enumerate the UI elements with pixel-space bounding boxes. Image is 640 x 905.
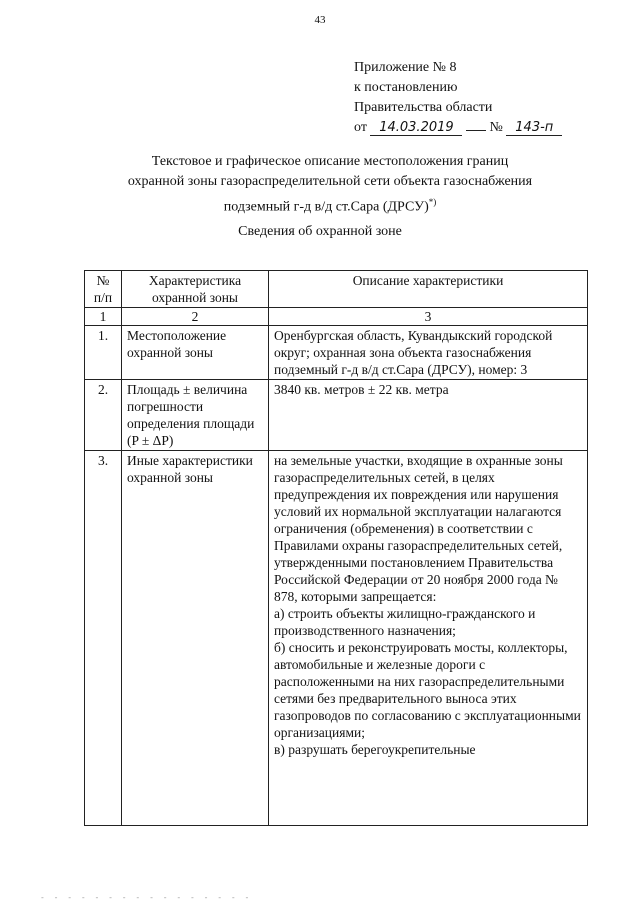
header-description: Описание характеристики	[269, 271, 588, 308]
appendix-block	[354, 58, 562, 138]
restrictions-intro: на земельные участки, входящие в охранные зоны газораспределительных сетей, в целях предупреждения их повреждения или нарушения условий их нормальной эксплуатации налагаются ограничения (обременения) в соответствии с Правилами охраны газораспределительных сетей, утвержденными постановлением Правительства Российской Федерации от 20 ноября 2000 года № 878, которыми запрещается:	[274, 453, 563, 604]
column-number-row	[85, 308, 588, 326]
footnote-mark: *)	[428, 197, 437, 207]
restrictions-text	[274, 452, 582, 824]
row-number: 2.	[85, 380, 122, 451]
appendix-date-line	[354, 118, 562, 138]
row-characteristic: Местоположение охранной зоны	[122, 326, 269, 380]
row-number: 3.	[85, 451, 122, 826]
row-description: Оренбургская область, Кувандыкский городской округ; охранная зона объекта газоснабжения подземный г-д в/д ст.Сара (ДРСУ), номер: 3	[269, 326, 588, 380]
row-description	[269, 451, 588, 826]
handwritten-date: 14.03.2019	[370, 118, 462, 138]
table-row	[85, 380, 588, 451]
title-line-3-text: подземный г-д в/д ст.Сара (ДРСУ)	[223, 199, 429, 215]
header-characteristic: Характеристика охранной зоны	[122, 271, 269, 308]
title-line-2: охранной зоны газораспределительной сети объекта газоснабжения	[127, 174, 533, 189]
header-number: № п/п	[85, 271, 122, 308]
handwritten-number: 143-п	[506, 118, 562, 138]
restriction-item-b: б) сносить и реконструировать мосты, коллекторы, автомобильные и железные дороги с расположенными на них газораспределительными сетями без предварительного выноса этих газопроводов по согласованию с эксплуатационными организациями;	[274, 640, 581, 740]
column-number: 1	[85, 308, 122, 326]
title-line-1: Текстовое и графическое описание местоположения границ	[151, 154, 509, 169]
section-title: Сведения об охранной зоне	[238, 224, 402, 239]
appendix-line-decree: к постановлению	[354, 80, 458, 95]
appendix-line-government: Правительства области	[354, 100, 493, 115]
row-characteristic: Иные характеристики охранной зоны	[122, 451, 269, 826]
row-description: 3840 кв. метров ± 22 кв. метра	[269, 380, 588, 451]
document-title	[60, 152, 600, 218]
title-line-3	[60, 192, 600, 218]
row-number: 1.	[85, 326, 122, 380]
from-prefix: от	[354, 120, 367, 135]
table-row	[85, 326, 588, 380]
column-number: 2	[122, 308, 269, 326]
table-header-row	[85, 271, 588, 308]
restriction-item-c: в) разрушать берегоукрепительные	[274, 742, 476, 757]
page-number: 43	[314, 14, 326, 26]
scan-edge-marks: - - - - - - - - - - - - - - - -	[40, 893, 252, 902]
table-row	[85, 451, 588, 826]
row-characteristic: Площадь ± величина погрешности определения площади (P ± ΔP)	[122, 380, 269, 451]
restriction-item-a: а) строить объекты жилищно-гражданского и производственного назначения;	[274, 606, 536, 638]
number-sign: №	[489, 120, 503, 135]
appendix-title: Приложение № 8	[354, 60, 457, 75]
underline-gap	[466, 118, 486, 131]
column-number: 3	[269, 308, 588, 326]
zone-info-table	[84, 270, 588, 826]
